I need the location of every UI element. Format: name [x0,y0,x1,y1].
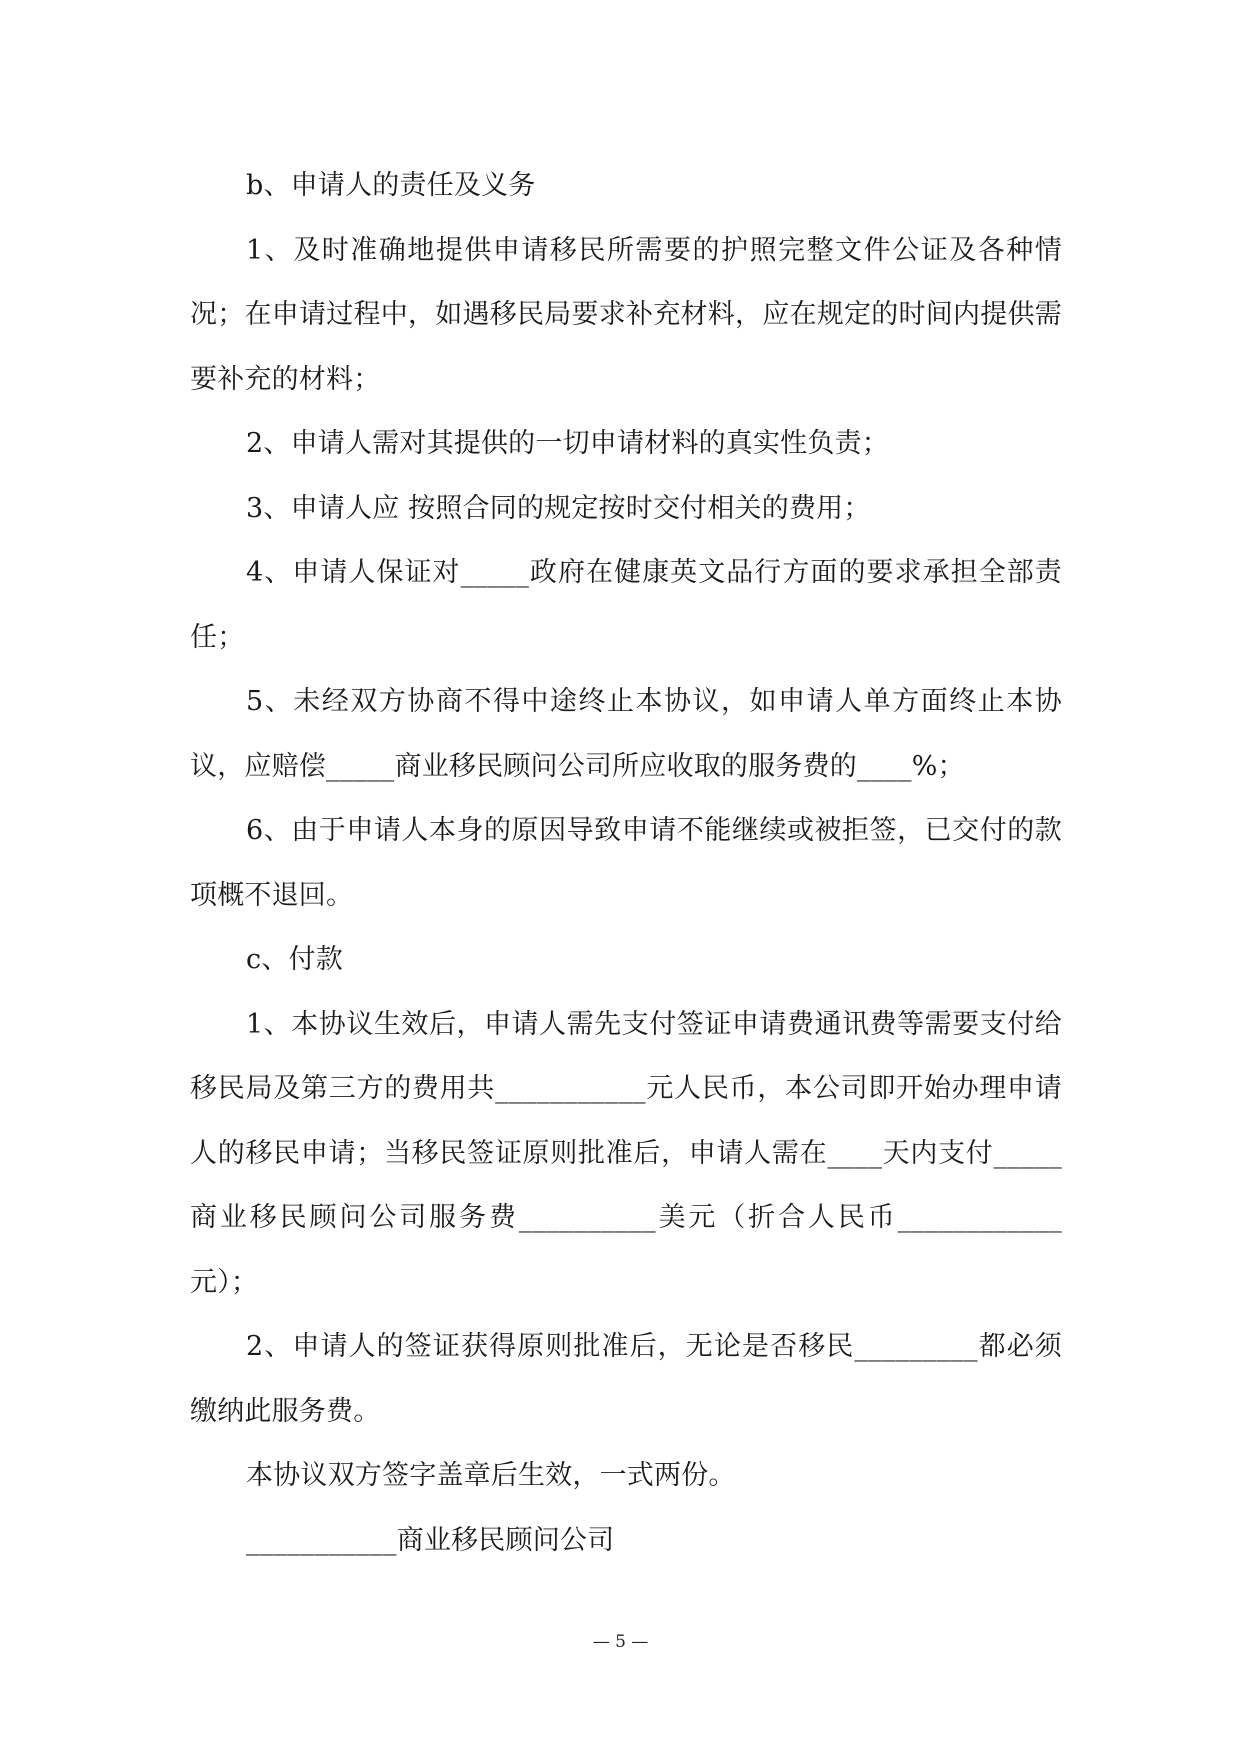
clause-b-4: 4、申请人保证对_____政府在健康英文品行方面的要求承担全部责任； [190,557,1062,653]
clause-b-3: 3、申请人应 按照合同的规定按时交付相关的费用； [246,492,871,524]
clause-c-1: 1、本协议生效后，申请人需先支付签证申请费通讯费等需要支付给移民局及第三方的费用共___________元人民币，本公司即开始办理申请人的移民申请；当移民签证原则批准后，申请人需在____天内支付_____商业移民顾问公司服务费__________美元（折合人民币____________元）； [190,1008,1062,1298]
clause-b-5: 5、未经双方协商不得中途终止本协议，如申请人单方面终止本协议，应赔偿_____商业移民顾问公司所应收取的服务费的____%； [190,686,1062,782]
section-c-heading: c、付款 [246,944,343,975]
document-body [190,154,1062,1573]
company-signature-line: ___________商业移民顾问公司 [246,1524,615,1556]
clause-b-6: 6、由于申请人本身的原因导致申请不能继续或被拒签，已交付的款项概不退回。 [190,815,1062,911]
page-number: — 5 — [592,1632,649,1652]
clause-b-1: 1、及时准确地提供申请移民所需要的护照完整文件公证及各种情况；在申请过程中，如遇移民局要求补充材料，应在规定的时间内提供需要补充的材料； [190,234,1062,395]
clause-c-2: 2、申请人的签证获得原则批准后，无论是否移民_________都必须缴纳此服务费。 [190,1331,1062,1427]
section-b-heading: b、申请人的责任及义务 [246,170,536,201]
clause-b-2: 2、申请人需对其提供的一切申请材料的真实性负责； [246,428,889,459]
effectiveness-statement: 本协议双方签字盖章后生效，一式两份。 [246,1460,736,1491]
